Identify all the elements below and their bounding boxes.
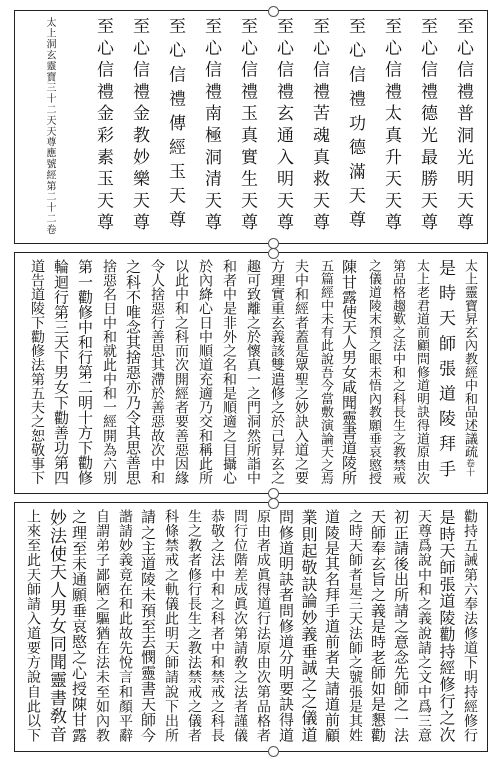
text-column: 恭敬之法中和之科者中和禁戒之科長 bbox=[209, 509, 225, 743]
text-column: 生之教者修行長生之教法禁戒之儀者 bbox=[186, 509, 202, 743]
text-column: 至心信禮傳經玉天尊 bbox=[165, 17, 185, 235]
text-column: 之時天師者是三天法師之號張是其姓 bbox=[347, 509, 363, 743]
text-column: 至心信禮南極洞清天尊 bbox=[201, 17, 221, 235]
text-column: 至心信禮普洞光明天尊 bbox=[453, 17, 473, 235]
text-column: 至心信禮金教妙樂天尊 bbox=[129, 17, 149, 235]
binding-hole-icon bbox=[268, 248, 279, 259]
text-column: 問修道明訣者問修道分明要訣得道 bbox=[277, 509, 295, 743]
text-column: 第一勸修中和行第二明十方下勸修 bbox=[76, 259, 94, 485]
text-column: 原由者成眞得道行法原由次第品格者 bbox=[255, 509, 271, 743]
top-panel bbox=[14, 10, 488, 244]
binding-hole-icon bbox=[268, 746, 279, 757]
binding-hole-icon bbox=[268, 6, 279, 17]
text-column: 之理至未通願垂哀愍之心授陳甘露 bbox=[70, 509, 88, 743]
text-column: 道陵是其名拜手道前者夫請道前顧 bbox=[323, 509, 341, 743]
title-text: 太上靈寶昇玄內教經中和品述議疏 bbox=[462, 259, 477, 459]
text-column: 趣可致離之於懷真一之門洞然所詣中 bbox=[245, 259, 261, 485]
text-column: 是時天師張道陵拜手 bbox=[435, 259, 455, 485]
text-column: 方理實重玄義該雙遣修之於己昇玄之 bbox=[269, 259, 285, 485]
text-column: 是時天師張道陵勸持經修行之次 bbox=[437, 509, 456, 743]
title-note: 卷十 bbox=[464, 458, 474, 478]
text-column: 諧請妙義竟在和此故先悅言和顏平辭 bbox=[117, 509, 133, 743]
text-column: 至心信禮太真升天天尊 bbox=[381, 17, 401, 235]
bottom-text-columns bbox=[21, 509, 481, 745]
text-column: 以此中和之科而次開經者要善惡因緣 bbox=[173, 259, 189, 485]
text-column: 自謂弟子鄙陋之驅猶在法未至如內教 bbox=[94, 509, 110, 743]
text-column: 至心信禮金彩素玉天尊 bbox=[93, 17, 113, 235]
text-column: 問行位階差成眞次第請敎之法者謹儀 bbox=[232, 509, 248, 743]
text-column: 業則起敬訣論妙義垂誠之之儀道 bbox=[299, 509, 318, 743]
text-column: 科條禁戒之軌儀此明天師請說下出所 bbox=[163, 509, 179, 743]
text-column: 之科不唯念其捨惡亦乃令其思善思 bbox=[124, 259, 142, 485]
middle-panel bbox=[14, 252, 488, 494]
text-column: 陳甘露使天人男女咸聞靈書道陵所 bbox=[340, 259, 358, 485]
text-column: 五篇經中未有此說吾今當敷演論天之焉 bbox=[318, 259, 333, 485]
text-column: 妙法使天人男女同聞靈書敎音 bbox=[46, 509, 66, 743]
text-column: 太上老君道前顧問修道明訣得道原由次 bbox=[414, 259, 429, 485]
text-column: 令人捨惡行善思其滯於善惡故次中和 bbox=[149, 259, 165, 485]
text-column: 捨惡名日中和就此中和一經開為六別 bbox=[101, 259, 117, 485]
scripture-title bbox=[457, 259, 481, 487]
scripture-title: 太上洞玄靈寶三十二天天尊應號經第二十二卷 bbox=[44, 17, 55, 235]
text-column: 夫中和經者蓋是眾聖之妙訣入道之要 bbox=[293, 259, 309, 485]
bottom-panel bbox=[14, 502, 488, 752]
top-text-columns bbox=[21, 17, 481, 237]
text-column: 至心信禮玄通入明天尊 bbox=[273, 17, 293, 235]
text-column: 至心信禮德光最勝天尊 bbox=[417, 17, 437, 235]
text-column: 至心信禮功德滿天尊 bbox=[345, 17, 365, 235]
text-column: 道告道陵下勸修法第五夫之恕敬事下 bbox=[29, 259, 45, 485]
text-column: 天師奉玄旨之義是時老師如是懇勸 bbox=[369, 509, 387, 743]
text-column: 上來至此天師請入道要方說自此以下 bbox=[25, 509, 41, 743]
text-column: 之儀道陵末預之眼未悟內教願垂哀愍授 bbox=[366, 259, 381, 485]
text-column: 和者中是非外之名和是順適之目攝心 bbox=[221, 259, 237, 485]
text-column: 請之主道陵未預至去憫靈書天師今 bbox=[139, 509, 157, 743]
text-column: 天尊爲說中和之義說請之文中爲三意 bbox=[416, 509, 432, 743]
text-column: 初正請後出所請之意念先師之一法 bbox=[392, 509, 410, 743]
text-column: 至心信禮苦魂真救天尊 bbox=[309, 17, 329, 235]
text-column: 至心信禮玉真實生天尊 bbox=[237, 17, 257, 235]
text-column: 勸持五誡第六奉法修道下明持經修行 bbox=[462, 509, 478, 743]
text-column: 於內絳心日中順道充適乃交和稱此所 bbox=[197, 259, 213, 485]
middle-text-columns bbox=[21, 259, 481, 487]
text-column: 第品格趨歎之法中和之科長生之教禁戒 bbox=[390, 259, 405, 485]
text-column: 輪迴行第三天下男女下勸善功第四 bbox=[52, 259, 70, 485]
binding-hole-icon bbox=[268, 498, 279, 509]
column-gap bbox=[67, 17, 85, 237]
